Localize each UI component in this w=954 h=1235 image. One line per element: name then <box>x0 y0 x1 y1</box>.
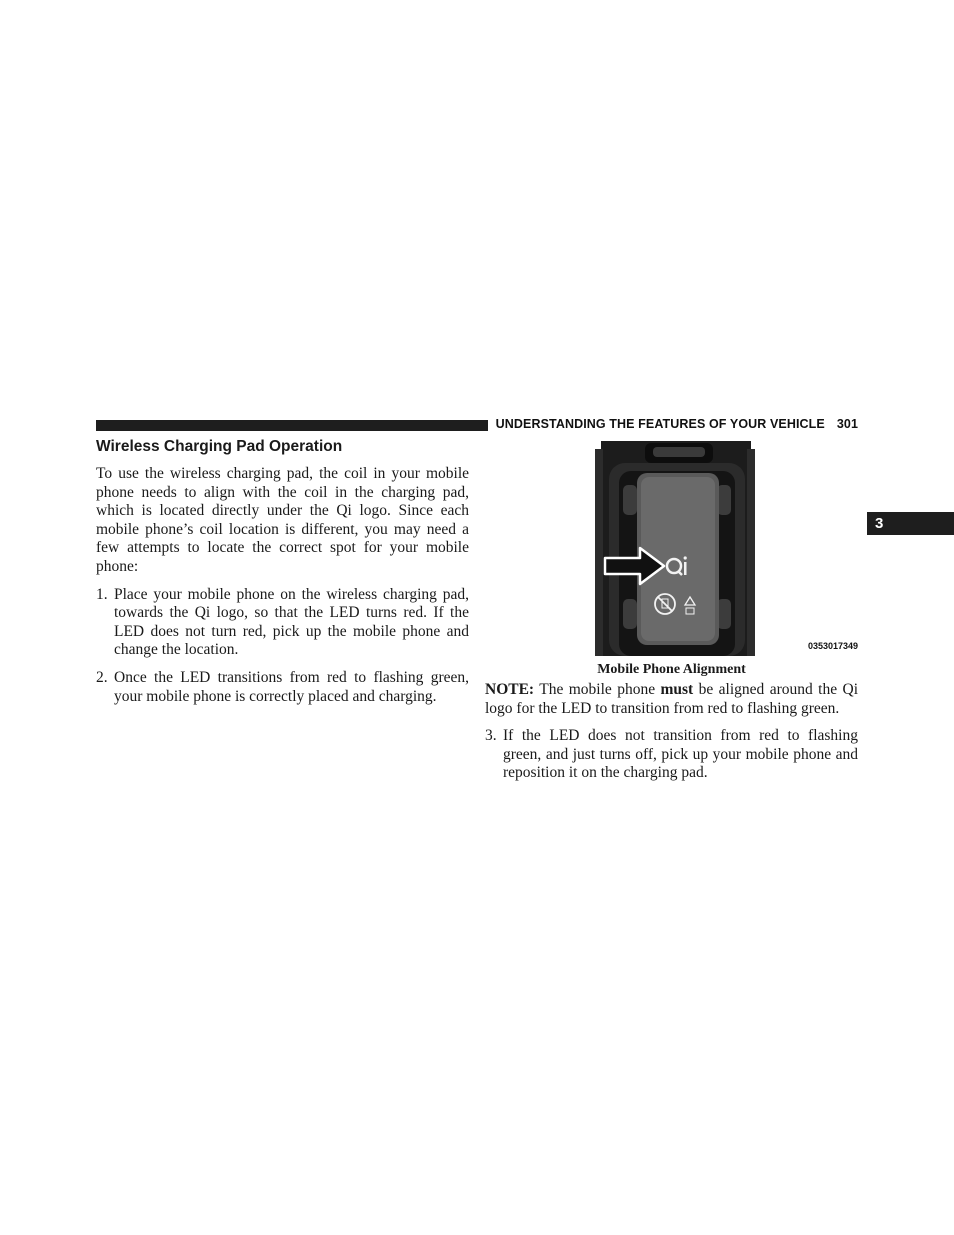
chapter-number: 3 <box>875 515 884 532</box>
running-header <box>495 417 858 431</box>
step-text: Once the LED transitions from red to flashing green, your mobile phone is correctly placed and charging. <box>114 668 469 705</box>
step-number: 3. <box>485 727 497 745</box>
phone-alignment-figure <box>565 441 858 656</box>
note-label: NOTE: <box>485 681 535 698</box>
chapter-tab <box>867 512 954 535</box>
list-item <box>96 586 469 660</box>
left-column <box>96 465 469 706</box>
note-text-before: The mobile phone <box>534 681 661 698</box>
step-text: If the LED does not transition from red to flashing green, and just turns off, pick up your mobile phone and reposition it on the charging pad. <box>503 727 858 782</box>
list-item <box>485 727 858 783</box>
figure-caption: Mobile Phone Alignment <box>597 662 746 677</box>
step-text: Place your mobile phone on the wireless charging pad, towards the Qi logo, so that the LED turns red. If the LED does not turn red, pick up the mobile phone and change the location. <box>114 585 469 659</box>
running-header-title: UNDERSTANDING THE FEATURES OF YOUR VEHICLE <box>495 417 825 431</box>
header-rule <box>96 420 488 431</box>
note-text-after: be aligned around the Qi logo for the LED to transition from red to flashing green. <box>485 681 858 717</box>
list-item <box>96 669 469 706</box>
charging-pad-illustration <box>565 441 858 656</box>
note-paragraph <box>485 681 858 718</box>
page-number: 301 <box>836 417 858 431</box>
steps-list-part-2 <box>485 727 858 783</box>
intro-paragraph: To use the wireless charging pad, the coil in your mobile phone needs to align with the coil in the charging pad, which is located directly under the Qi logo. Since each mobile phone’s coil location is different, you may need a few attempts to locate the correct spot for your mobile phone: <box>96 465 469 575</box>
right-column <box>485 681 858 783</box>
section-title: Wireless Charging Pad Operation <box>96 438 343 455</box>
step-number: 2. <box>96 668 108 686</box>
step-number: 1. <box>96 585 108 603</box>
steps-list-part-1 <box>96 586 469 707</box>
figure-id: 0353017349 <box>807 641 858 651</box>
note-emphasis: must <box>660 681 694 698</box>
